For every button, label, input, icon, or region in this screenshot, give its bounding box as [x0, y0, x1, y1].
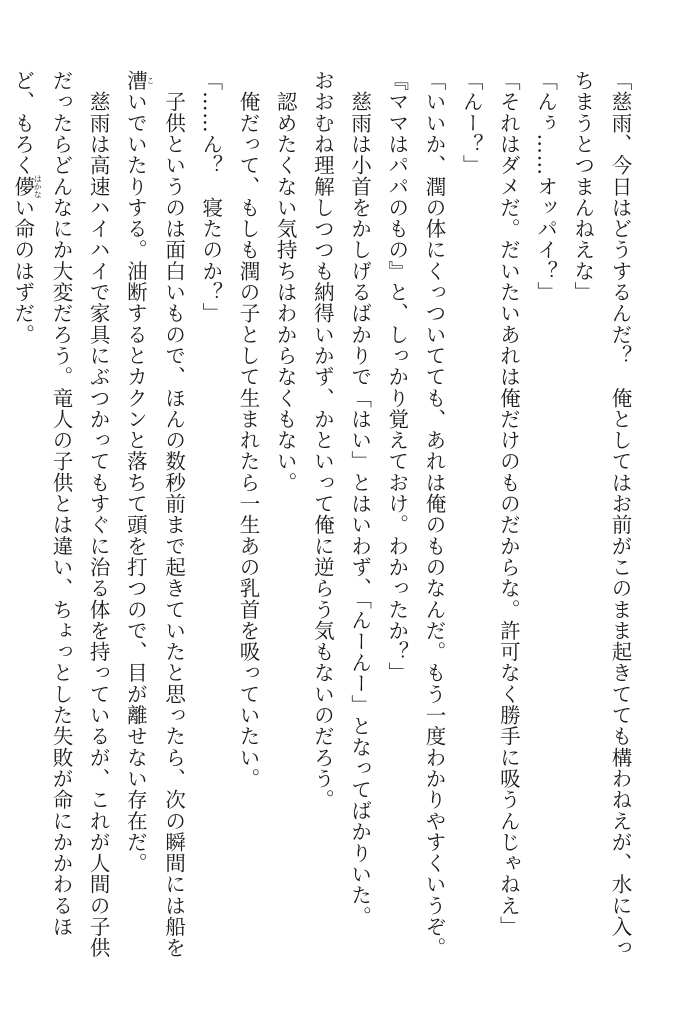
ruby-annotation	[10, 174, 43, 199]
text-line: 「それはダメだ。だいたいあれは俺だけのものだからな。許可なく勝手に吸うんじゃねえ」	[496, 70, 521, 938]
text-line: 慈雨は高速ハイハイで家具にぶつかってもすぐに治る体を持っているが、これが人間の子供	[86, 70, 111, 959]
ruby-annotation	[123, 70, 155, 92]
text-line: 子供というのは面白いもので、ほんの数秒前まで起きていたと思ったら、次の瞬間には船を	[161, 70, 186, 959]
vertical-text-block	[4, 70, 638, 960]
ruby-reading: はかな	[33, 174, 43, 199]
ruby-reading: こ	[145, 70, 155, 92]
text-line: 「んぅ……オッパイ？」	[533, 70, 558, 303]
text-line: ちまうとつまんねえな」	[570, 70, 595, 303]
text-line: だったらどんなにか大変だろう。竜人の子供とは違い、ちょっとした失敗が命にかかわるほ	[48, 70, 73, 938]
text-line: 慈雨は小首をかしげるばかりで「はい」とはいわず、「んーんー」となってばかりいた。	[347, 70, 372, 927]
text-segment: い命のはずだ。	[10, 196, 35, 345]
text-line: 「いいか、潤の体にくっついてても、あれは俺のものなんだ。もう一度わかりやすくいうぞ。	[421, 70, 446, 959]
text-line: 「んー？」	[459, 70, 484, 176]
text-segment: ど、もろく	[10, 70, 35, 176]
text-line-with-ruby	[116, 70, 154, 960]
text-line: おおむね理解しつつも納得いかず、かといって俺に逆らう気もないのだろう。	[310, 70, 335, 811]
text-line: 「慈雨、今日はどうするんだ？ 俺としてはお前がこのまま起きてても構わねえが、水に入っ	[608, 70, 632, 959]
text-line: 俺だって、もしも潤の子として生まれたら一生あの乳首を吸っていたい。	[235, 70, 260, 790]
text-line: 『ママはパパのもの』と、しっかり覚えておけ。わかったか？」	[384, 70, 409, 684]
text-line: 「……ん？ 寝たのか？」	[198, 70, 223, 324]
text-segment: いでいたりする。油断するとカクンと落ちて頭を打つので、目が離せない存在だ。	[123, 91, 148, 874]
text-line: 認めたくない気持ちはわからなくもない。	[273, 70, 298, 493]
ruby-base: 漕	[123, 70, 148, 92]
ruby-base: 儚	[10, 174, 35, 199]
text-line-with-ruby	[4, 70, 42, 960]
